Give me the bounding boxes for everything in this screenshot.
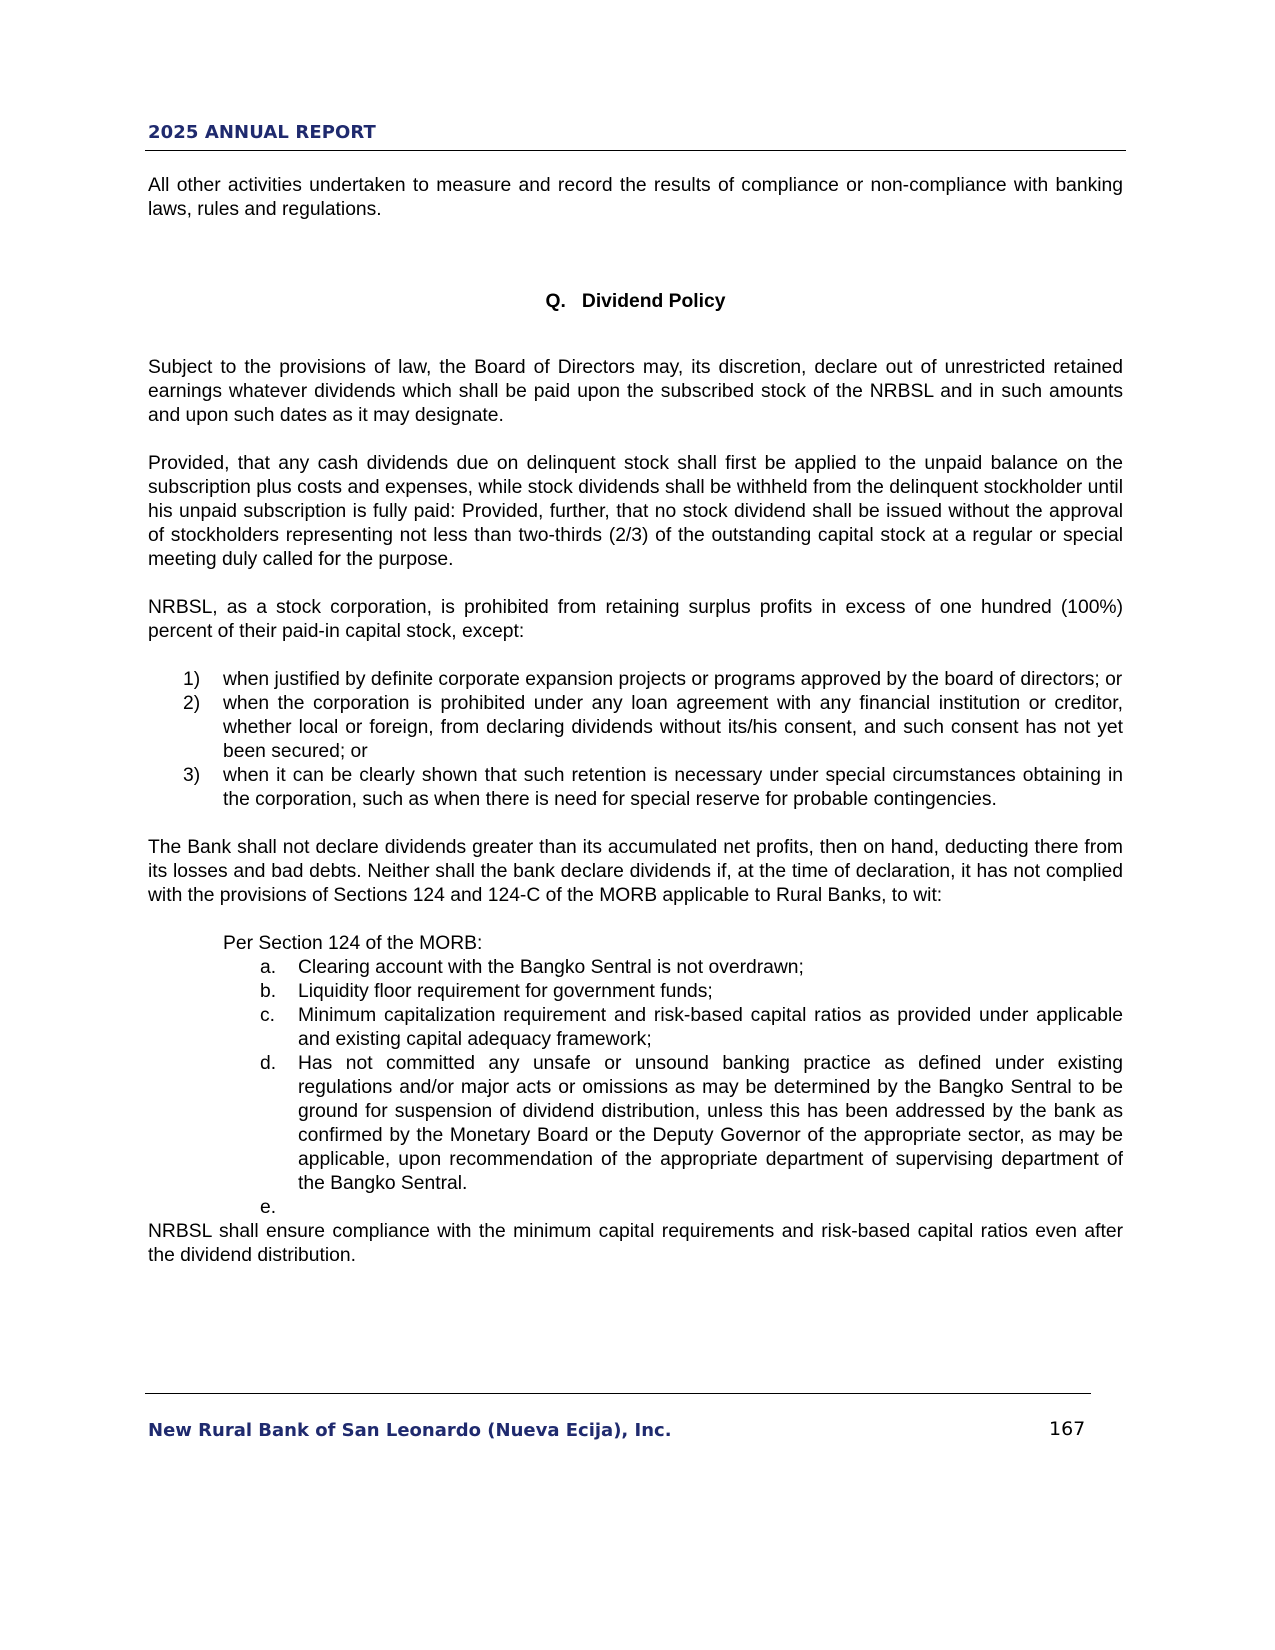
list-item-number: 3) (183, 765, 201, 786)
list-item-text: when the corporation is prohibited under any loan agreement with any financial institution or creditor, whether local or foreign, from declaring dividends without its/his consent, and such consent has not yet been secured; or (223, 693, 1123, 762)
list-item-text: Clearing account with the Bangko Sentral is not overdrawn; (298, 957, 804, 978)
list-item-number: 1) (183, 669, 201, 690)
list-item-letter: e. (260, 1197, 277, 1218)
paragraph-capital-compliance: NRBSL shall ensure compliance with the minimum capital requirements and risk-based capital ratios even after the dividend distribution. (148, 1221, 1123, 1266)
list-item-letter: d. (260, 1053, 277, 1074)
list-item-text: Liquidity floor requirement for government funds; (298, 981, 713, 1002)
list-item-text: when justified by definite corporate expansion projects or programs approved by the board of directors; or (223, 669, 1123, 690)
list-item (148, 764, 1123, 812)
exceptions-list (148, 668, 1123, 812)
list-item-text: Minimum capitalization requirement and risk-based capital ratios as provided under applicable and existing capital adequacy framework; (298, 1005, 1123, 1050)
list-item (148, 692, 1123, 764)
paragraph-delinquent-stock: Provided, that any cash dividends due on delinquent stock shall first be applied to the unpaid balance on the subscription plus costs and expenses, while stock dividends shall be withheld from the delinquent stockholder until his unpaid subscription is fully paid: Provided, further, that no stock dividend shall be issued without the approval of stockholders representing not less than two-thirds (2/3) of the outstanding capital stock at a regular or special meeting duly called for the purpose. (148, 453, 1123, 570)
list-item-letter: c. (260, 1005, 275, 1026)
list-item-text: when it can be clearly shown that such retention is necessary under special circumstances obtaining in the corporation, such as when there is need for special reserve for probable contingencies. (223, 765, 1123, 810)
list-item (148, 1052, 1123, 1196)
list-item (148, 1004, 1123, 1052)
list-item (148, 668, 1123, 692)
list-item (148, 956, 1123, 980)
section-heading (148, 290, 1123, 314)
page-number: 167 (1049, 1418, 1086, 1440)
document-body (148, 174, 1123, 1268)
paragraph-surplus-profits: NRBSL, as a stock corporation, is prohibited from retaining surplus profits in excess of one hundred (100%) percent of their paid-in capital stock, except: (148, 597, 1123, 642)
paragraph-dividend-limits: The Bank shall not declare dividends greater than its accumulated net profits, then on hand, deducting there from its losses and bad debts. Neither shall the bank declare dividends if, at the time of declaration, it has not complied with the provisions of Sections 124 and 124-C of the MORB applicable to Rural Banks, to wit: (148, 837, 1123, 906)
list-item-letter: a. (260, 957, 277, 978)
list-item-text: Has not committed any unsafe or unsound banking practice as defined under existing regulations and/or major acts or omissions as may be determined by the Bangko Sentral to be ground for suspension of dividend distribution, unless this has been addressed by the bank as confirmed by the Monetary Board or the Deputy Governor of the appropriate sector, as may be applicable, upon recommendation of the appropriate department of supervising department of the Bangko Sentral. (298, 1053, 1123, 1194)
list-item (148, 980, 1123, 1004)
header-divider (145, 150, 1126, 151)
list-item-number: 2) (183, 693, 201, 714)
footer-bank-name: New Rural Bank of San Leonardo (Nueva Ecija), Inc. (148, 1420, 672, 1441)
list-item-letter: b. (260, 981, 277, 1002)
section-letter: Q. (545, 291, 566, 312)
intro-paragraph: All other activities undertaken to measure and record the results of compliance or non-compliance with banking laws, rules and regulations. (148, 175, 1123, 220)
section-title: Dividend Policy (581, 291, 726, 312)
footer-divider (145, 1393, 1091, 1394)
list-item (148, 1196, 1123, 1220)
section-124-intro: Per Section 124 of the MORB: (223, 933, 483, 954)
section-124-list (148, 956, 1123, 1220)
paragraph-board-discretion: Subject to the provisions of law, the Board of Directors may, its discretion, declare out of unrestricted retained earnings whatever dividends which shall be paid upon the subscribed stock of the NRBSL and in such amounts and upon such dates as it may designate. (148, 357, 1123, 426)
report-header-title: 2025 ANNUAL REPORT (148, 122, 376, 143)
